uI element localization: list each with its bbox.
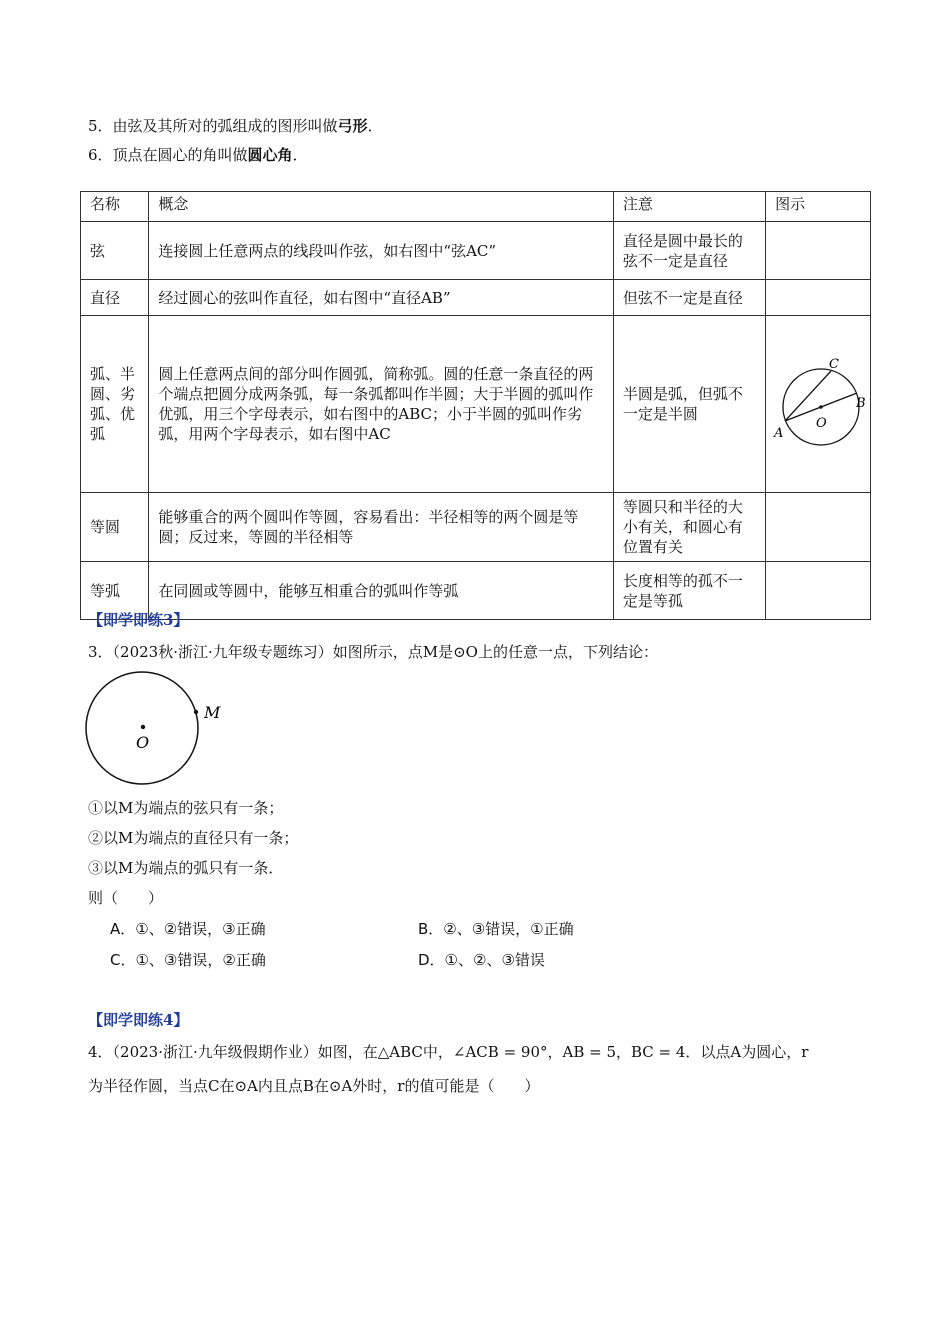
header-concept: 概念 bbox=[149, 192, 614, 222]
center-point bbox=[819, 405, 823, 409]
row-concept: 圆上任意两点间的部分叫作圆弧，简称弧。圆的任意一条直径的两个端点把圆分成两条弧，每一条弧都叫作半圆；大于半圆的弧叫作优弧，用三个字母表示，如右图中的ABC；小于半圆的弧叫作劣弧，用两个字母表示，如右图中AC bbox=[149, 316, 614, 493]
header-name: 名称 bbox=[81, 192, 149, 222]
practice-4-question-line-2: 为半径作圆，当点C在⊙A内且点B在⊙A外时，r的值可能是（ ） bbox=[88, 1077, 540, 1095]
row-figure-cell bbox=[766, 493, 871, 562]
intro-item-6 bbox=[88, 145, 308, 165]
circle-point-m-diagram bbox=[84, 670, 234, 788]
row-note: 直径是圆中最长的弦不一定是直径 bbox=[613, 222, 765, 280]
option-c[interactable]: C．①、③错误，②正确 bbox=[110, 951, 266, 969]
practice-3-heading: 【即学即练3】 bbox=[88, 611, 189, 629]
center-point bbox=[141, 725, 145, 729]
intro-item-5-term: 弓形 bbox=[337, 117, 368, 135]
row-figure-cell bbox=[766, 316, 871, 493]
row-name: 等弧 bbox=[81, 562, 149, 620]
intro-item-5 bbox=[88, 116, 383, 136]
table-row bbox=[81, 316, 871, 493]
row-figure-cell bbox=[766, 562, 871, 620]
row-concept: 能够重合的两个圆叫作等圆，容易看出：半径相等的两个圆是等圆；反过来，等圆的半径相等 bbox=[149, 493, 614, 562]
row-note: 长度相等的孤不一定是等孤 bbox=[613, 562, 765, 620]
row-concept: 连接圆上任意两点的线段叫作弦，如右图中“弦AC” bbox=[149, 222, 614, 280]
label-c: C bbox=[828, 356, 839, 372]
intro-item-6-prefix: 6．顶点在圆心的角叫做 bbox=[88, 146, 248, 164]
practice-4-question-line-1: 4．（2023·浙江·九年级假期作业）如图，在△ABC中，∠ACB = 90°，AB = 5，BC = 4．以点A为圆心，r bbox=[88, 1043, 809, 1061]
label-o: O bbox=[815, 415, 827, 431]
table-row bbox=[81, 280, 871, 316]
intro-item-6-term: 圆心角 bbox=[247, 146, 293, 164]
row-concept: 经过圆心的弦叫作直径，如右图中“直径AB” bbox=[149, 280, 614, 316]
option-b[interactable]: B．②、③错误，①正确 bbox=[418, 920, 574, 938]
table-row bbox=[81, 493, 871, 562]
definitions-table bbox=[80, 191, 871, 620]
intro-item-5-suffix: ． bbox=[367, 117, 383, 135]
practice-3-question: 3．（2023秋·浙江·九年级专题练习）如图所示，点M是⊙O上的任意一点，下列结论： bbox=[88, 643, 658, 661]
table-row bbox=[81, 562, 871, 620]
row-note: 半圆是弧，但弧不一定是半圆 bbox=[613, 316, 765, 493]
option-d[interactable]: D．①、②、③错误 bbox=[418, 951, 545, 969]
row-name: 弧、半圆、劣弧、优弧 bbox=[81, 316, 149, 493]
circle-chord-diagram bbox=[771, 347, 866, 457]
answer-prompt: 则（ ） bbox=[88, 889, 164, 907]
row-note: 但弦不一定是直径 bbox=[613, 280, 765, 316]
row-note: 等圆只和半径的大小有关，和圆心有位置有关 bbox=[613, 493, 765, 562]
row-name: 等圆 bbox=[81, 493, 149, 562]
label-a: A bbox=[773, 425, 783, 441]
statement-1: ①以M为端点的弦只有一条； bbox=[88, 799, 284, 817]
row-concept: 在同圆或等圆中，能够互相重合的弧叫作等弧 bbox=[149, 562, 614, 620]
statement-3: ③以M为端点的弧只有一条． bbox=[88, 859, 284, 877]
intro-item-5-prefix: 5．由弦及其所对的弧组成的图形叫做 bbox=[88, 117, 338, 135]
point-m bbox=[194, 710, 198, 714]
row-figure-cell bbox=[766, 222, 871, 280]
label-o: O bbox=[136, 733, 150, 752]
chord-ac bbox=[785, 371, 831, 421]
header-note: 注意 bbox=[613, 192, 765, 222]
intro-item-6-suffix: ． bbox=[292, 146, 308, 164]
table-row bbox=[81, 222, 871, 280]
label-m: M bbox=[204, 703, 221, 722]
header-figure: 图示 bbox=[766, 192, 871, 222]
row-figure-cell bbox=[766, 280, 871, 316]
option-a[interactable]: A．①、②错误，③正确 bbox=[110, 920, 266, 938]
statement-2: ②以M为端点的直径只有一条； bbox=[88, 829, 299, 847]
table-header-row bbox=[81, 192, 871, 222]
practice-4-heading: 【即学即练4】 bbox=[88, 1011, 189, 1029]
row-name: 弦 bbox=[81, 222, 149, 280]
label-b: B bbox=[855, 395, 866, 411]
row-name: 直径 bbox=[81, 280, 149, 316]
